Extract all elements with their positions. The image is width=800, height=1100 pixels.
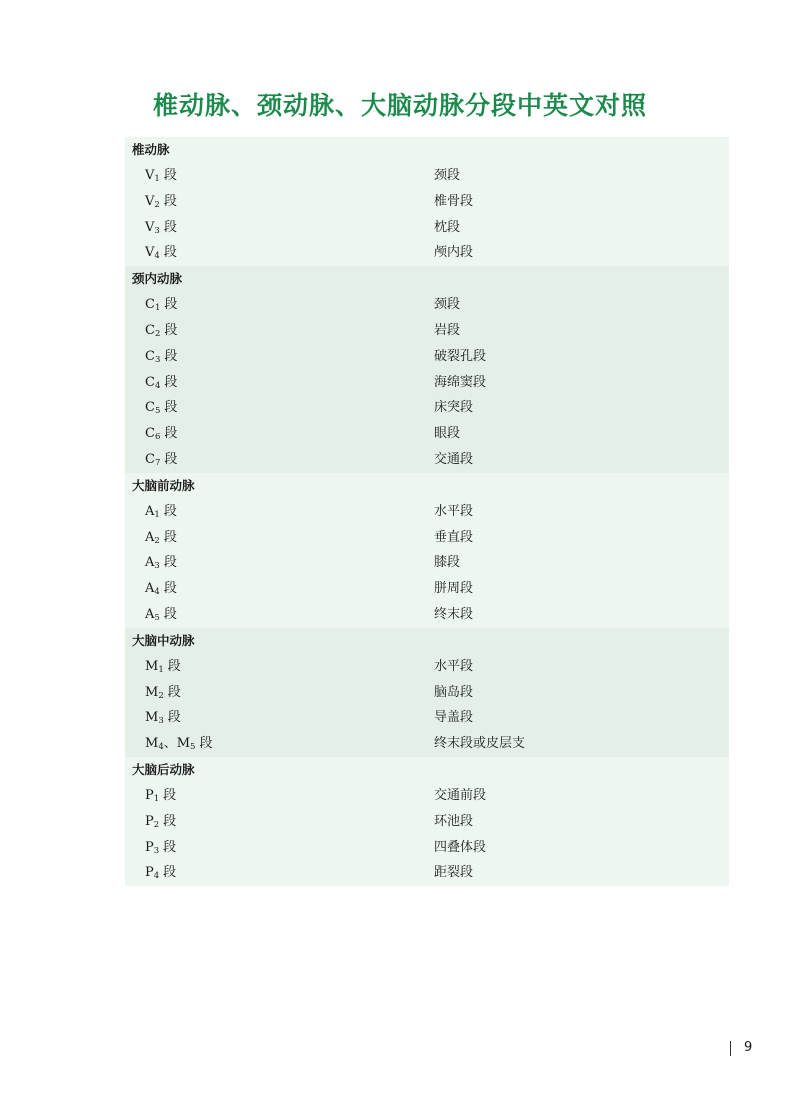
table-row	[125, 783, 729, 809]
table-row	[125, 292, 729, 318]
table-row	[125, 525, 729, 551]
table-row	[125, 421, 729, 447]
group-vertebral-artery	[125, 137, 729, 266]
segment-name-cn: 床突段	[434, 400, 474, 416]
table-row	[125, 550, 729, 576]
page-number: 9	[744, 1040, 753, 1055]
group-title: 颈内动脉	[132, 271, 183, 287]
segment-code: $V_3$ 段	[145, 219, 177, 236]
segment-code: $M_1$ 段	[145, 658, 181, 675]
segment-code: $P_3$ 段	[145, 839, 177, 856]
segment-code: $P_4$ 段	[145, 865, 177, 882]
segment-code: $P_2$ 段	[145, 813, 177, 830]
group-internal-carotid-artery	[125, 266, 729, 473]
segment-code: $C_1$ 段	[145, 297, 178, 314]
segment-name-cn: 岩段	[434, 322, 461, 338]
segment-name-cn: 枕段	[434, 219, 461, 235]
group-title: 椎动脉	[132, 142, 170, 157]
segment-name-cn: 胼周段	[434, 581, 474, 597]
segment-name-cn: 眼段	[434, 426, 461, 442]
table-row	[125, 318, 729, 344]
segment-name-cn: 交通前段	[434, 787, 487, 803]
table-row	[125, 395, 729, 421]
segment-name-cn: 水平段	[434, 658, 474, 674]
segment-code: $A_1$ 段	[145, 503, 177, 520]
table-row	[125, 835, 729, 861]
segment-name-cn: 环池段	[434, 813, 474, 829]
table-row	[125, 370, 729, 396]
table-row	[125, 189, 729, 215]
table-row	[125, 860, 729, 886]
segment-code: $C_2$ 段	[145, 322, 178, 339]
segment-code: $A_4$ 段	[145, 581, 177, 598]
segment-code: $M_3$ 段	[145, 710, 181, 727]
segment-code: $C_7$ 段	[145, 451, 178, 468]
segment-code: $C_4$ 段	[145, 374, 178, 391]
segment-code: $M_2$ 段	[145, 684, 181, 701]
group-posterior-cerebral-artery	[125, 757, 729, 886]
table-row	[125, 680, 729, 706]
segment-name-cn: 破裂孔段	[434, 348, 487, 364]
segment-table	[125, 137, 729, 886]
segment-name-cn: 水平段	[434, 503, 474, 519]
segment-name-cn: 距裂段	[434, 865, 474, 881]
segment-code: $M_4$、$M_5$ 段	[145, 736, 213, 753]
segment-name-cn: 交通段	[434, 451, 474, 467]
segment-code: $C_6$ 段	[145, 426, 178, 443]
page-title: 椎动脉、颈动脉、大脑动脉分段中英文对照	[152, 91, 647, 120]
group-title: 大脑前动脉	[132, 477, 195, 493]
segment-name-cn: 海绵窦段	[434, 374, 487, 390]
segment-code: $V_1$ 段	[145, 168, 177, 184]
segment-name-cn: 膝段	[434, 555, 461, 571]
table-row	[125, 163, 729, 189]
table-row	[125, 576, 729, 602]
table-row	[125, 344, 729, 370]
table-row	[125, 731, 729, 757]
segment-code: $A_3$ 段	[145, 555, 177, 572]
group-title: 大脑后动脉	[132, 761, 195, 777]
table-row	[125, 602, 729, 628]
table-row	[125, 499, 729, 525]
table-row	[125, 215, 729, 241]
table-row	[125, 809, 729, 835]
segment-code: $V_4$ 段	[145, 245, 177, 262]
segment-code: $C_3$ 段	[145, 348, 178, 365]
segment-name-cn: 椎骨段	[434, 193, 474, 209]
segment-name-cn: 终末段	[434, 606, 474, 622]
group-middle-cerebral-artery	[125, 628, 729, 757]
group-title: 大脑中动脉	[132, 632, 195, 648]
segment-name-cn: 终末段或皮层支	[434, 736, 526, 752]
group-anterior-cerebral-artery	[125, 473, 729, 628]
segment-name-cn: 四叠体段	[434, 839, 487, 855]
table-row	[125, 654, 729, 680]
segment-code: $C_5$ 段	[145, 400, 178, 417]
segment-code: $P_1$ 段	[145, 787, 177, 804]
page-number-divider	[730, 1041, 731, 1056]
table-row	[125, 240, 729, 266]
segment-code: $V_2$ 段	[145, 193, 177, 210]
segment-name-cn: 导盖段	[434, 710, 474, 726]
table-row	[125, 447, 729, 473]
segment-name-cn: 垂直段	[434, 529, 474, 545]
segment-name-cn: 颈段	[434, 297, 461, 313]
segment-code: $A_5$ 段	[145, 606, 177, 623]
segment-name-cn: 脑岛段	[434, 684, 474, 700]
segment-code: $A_2$ 段	[145, 529, 177, 546]
segment-name-cn: 颅内段	[434, 245, 474, 261]
table-row	[125, 705, 729, 731]
segment-name-cn: 颈段	[434, 168, 461, 183]
